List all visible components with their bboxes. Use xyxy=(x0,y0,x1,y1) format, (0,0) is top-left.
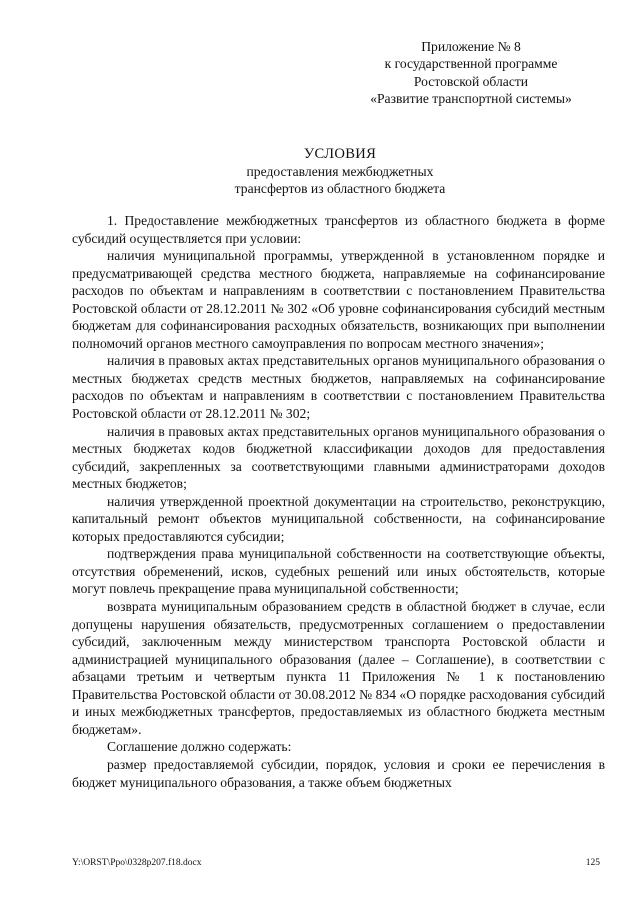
paragraph-condition-ownership: подтверждения права муниципальной собственности на соответствующие объекты, отсутствия обременений, исков, судебных решений или иных обстоятельств, которые могут повлечь прекращение права муниципальной собственности; xyxy=(72,546,605,597)
paragraph-agreement-subsidy-size: размер предоставляемой субсидии, порядок, условия и сроки ее перечисления в бюджет муниципального образования, а также объем бюджетных xyxy=(72,756,605,790)
paragraph-intro: 1. Предоставление межбюджетных трансфертов из областного бюджета в форме субсидий осуществляется при условии: xyxy=(72,213,605,246)
paragraph-condition-budget-funds: наличия в правовых актах представительных органов муниципального образования о местных бюджетах средств местных бюджетов, направляемых на софинансирование расходов по объектам и направлениям в соответствии с постановлением Правительства Ростовской области от 28.12.2011 № 302; xyxy=(72,353,605,422)
paragraph-agreement-intro: Соглашение должно содержать: xyxy=(107,739,292,755)
paragraph-condition-budget-codes: наличия в правовых актах представительных органов муниципального образования о местных бюджетах кодов бюджетной классификации доходов для предоставления субсидий, закрепленных за соответствующими главными администраторами доходов местных бюджетов; xyxy=(72,423,605,492)
appendix-number: Приложение № 8 xyxy=(421,39,521,54)
footer-file-path: Y:\ORST\Ppo\0328p207.f18.docx xyxy=(72,858,202,868)
appendix-program-name: «Развитие транспортной системы» xyxy=(370,91,572,107)
document-heading xyxy=(80,145,600,198)
paragraph-condition-design-docs: наличия утвержденной проектной документации на строительство, реконструкцию, капитальный ремонт объектов муниципальной собственности, на софинансирование которых предоставляются субсидии; xyxy=(72,493,605,544)
appendix-header xyxy=(340,38,602,108)
document-title: УСЛОВИЯ xyxy=(303,146,377,162)
document-subtitle-line-1: предоставления межбюджетных xyxy=(246,164,434,179)
appendix-program-ref: к государственной программе xyxy=(384,56,558,72)
paragraph-condition-refund: возврата муниципальным образованием средств в областной бюджет в случае, если допущены нарушения обязательств, предусмотренных соглашением о предоставлении субсидий, заключенным между министерством транспорта Ростовской области и администрацией муниципального образования (далее – Соглашение), в соответствии с абзацами третьим и четвертым пункта 11 Приложения № 1 к постановлению Правительства Ростовской области от 30.08.2012 № 834 «О порядке расходования субсидий и иных межбюджетных трансфертов, предоставляемых из областного бюджета местным бюджетам». xyxy=(72,599,605,737)
footer-page-number: 125 xyxy=(585,858,600,868)
document-body xyxy=(72,212,605,791)
paragraph-condition-program: наличия муниципальной программы, утвержденной в установленном порядке и предусматривающей средства местного бюджета, направляемые на софинансирование расходов по объектам и направлениям в соответствии с постановлением Правительства Ростовской области от 28.12.2011 № 302 «Об уровне софинансирования субсидий местным бюджетам для софинансирования расходных обязательств, возникающих при выполнении полномочий органов местного самоуправления по вопросам местного значения»; xyxy=(72,248,605,351)
appendix-region: Ростовской области xyxy=(413,73,529,89)
document-subtitle-line-2: трансфертов из областного бюджета xyxy=(234,181,446,197)
